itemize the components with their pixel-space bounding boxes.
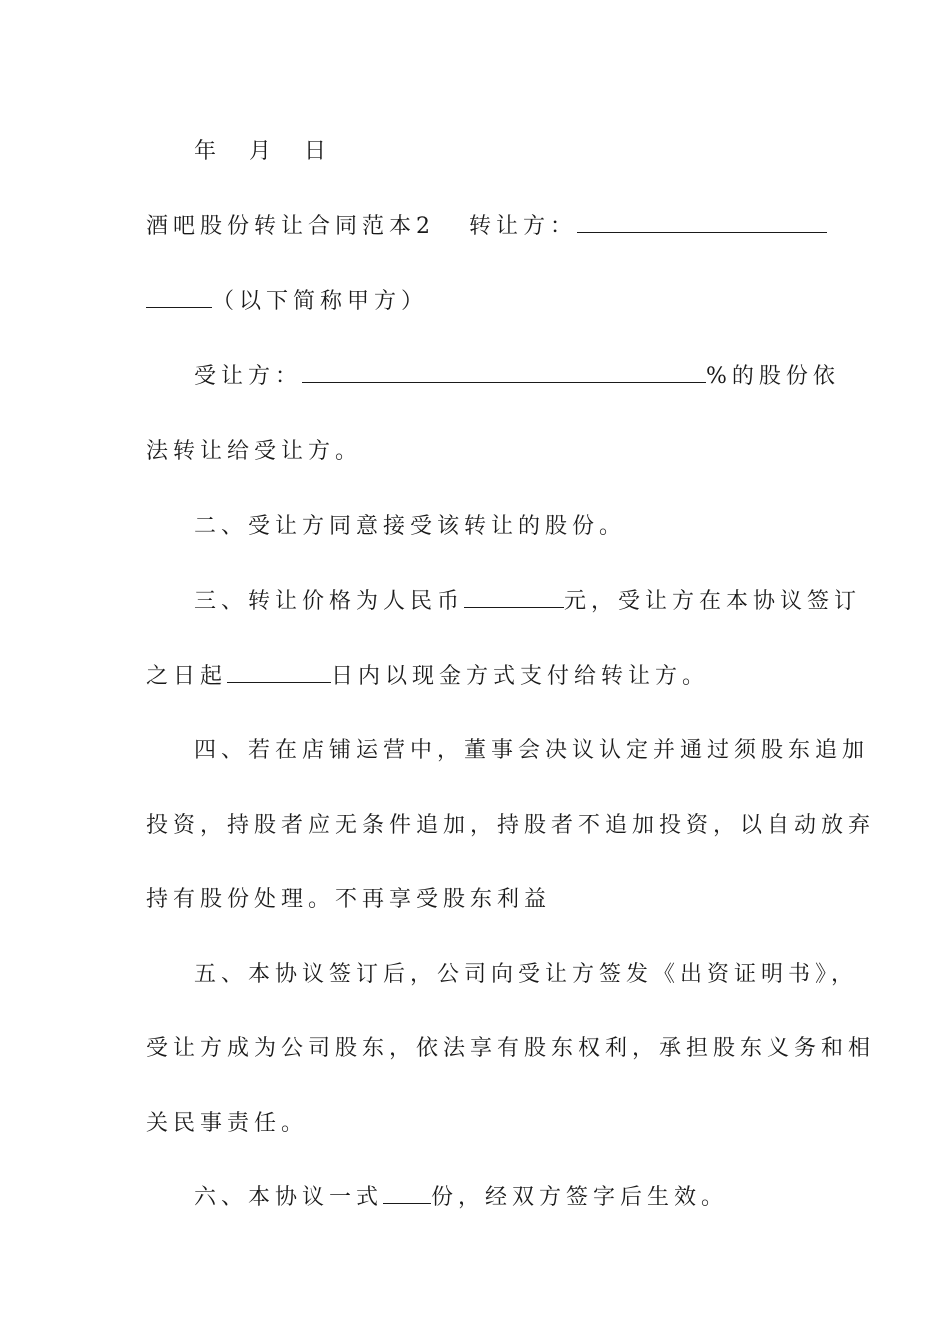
clause-2: 二、受让方同意接受该转让的股份。 [194,514,627,539]
copies-blank[interactable] [383,1183,431,1204]
transferee-line [194,362,840,392]
clause-6 [194,1183,728,1213]
transferor-blank-cont[interactable] [146,287,212,308]
price-blank[interactable] [464,587,564,608]
transferee-blank[interactable] [302,362,706,383]
share-percent-suffix: %的股份依 [706,364,840,389]
clause-5-line-2: 受让方成为公司股东，依法享有股东权利，承担股东义务和相 [146,1036,876,1061]
clause-6-suffix: 份，经双方签字后生效。 [431,1185,729,1210]
contract-title: 酒吧股份转让合同范本2 [146,214,435,239]
clause-3-prefix: 三、转让价格为人民币 [194,589,465,614]
days-blank[interactable] [227,662,331,683]
transferor-label: 转让方： [469,214,578,239]
clause-4-line-1: 四、若在店铺运营中，董事会决议认定并通过须股东追加 [194,738,870,763]
clause-6-prefix: 六、本协议一式 [194,1185,384,1210]
clause-5-line-3: 关民事责任。 [146,1111,309,1136]
clause-5-line-1: 五、本协议签订后，公司向受让方签发《出资证明书》， [194,962,859,987]
clause-3-line-2 [146,662,709,692]
transfer-cont-line: 法转让给受让方。 [146,439,363,464]
clause-3-line2-suffix: 日内以现金方式支付给转让方。 [331,664,710,689]
transferee-label: 受让方： [194,364,303,389]
clause-3-line-1 [194,587,861,617]
clause-4-line-2: 投资，持股者应无条件追加，持股者不追加投资，以自动放弃 [146,813,876,838]
clause-3-line2-prefix: 之日起 [146,664,228,689]
date-line [194,137,331,167]
clause-3-mid: 元，受让方在本协议签订 [564,589,862,614]
year-label: 年 [194,139,222,164]
clause-4-line-3: 持有股份处理。不再享受股东利益 [146,887,552,912]
party-a-suffix: （以下简称甲方） [212,289,429,314]
day-label: 日 [304,139,332,164]
month-label: 月 [249,139,277,164]
transferor-blank[interactable] [577,212,827,233]
title-line [146,212,827,242]
party-a-line [146,287,428,317]
